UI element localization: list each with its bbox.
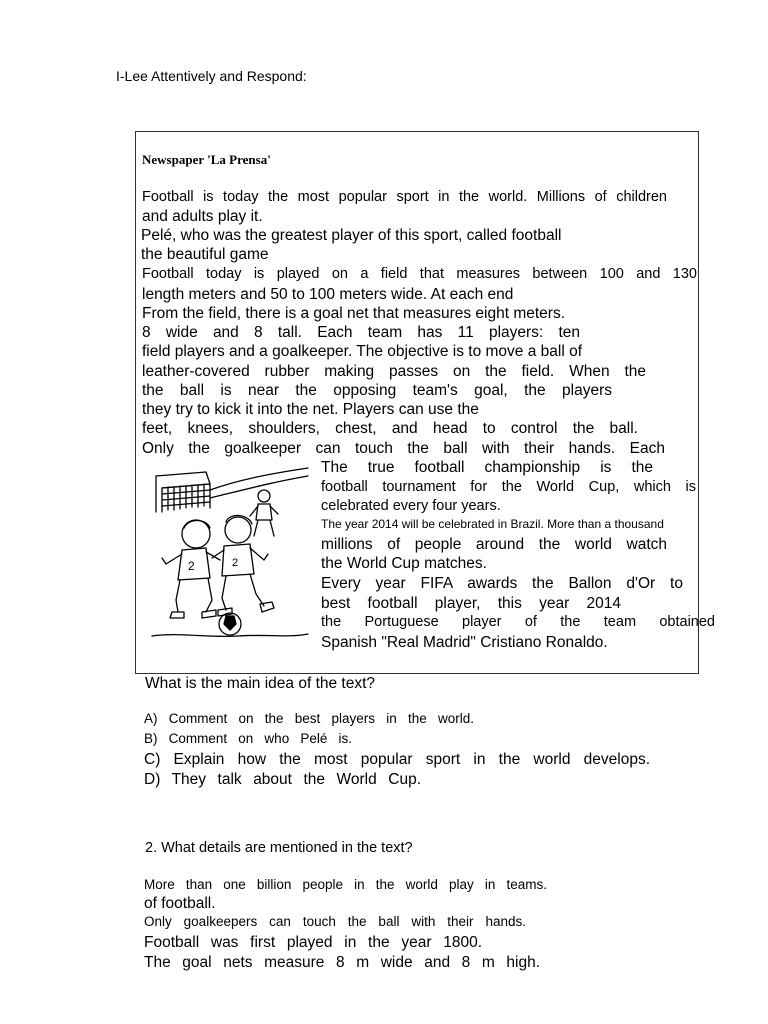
article-line: celebrated every four years.	[321, 498, 501, 514]
article-line: length meters and 50 to 100 meters wide. At each end	[142, 286, 514, 303]
article-line: football tournament for the World Cup, which is	[321, 479, 696, 495]
article-line: The true football championship is the	[321, 459, 653, 476]
newspaper-source: Newspaper 'La Prensa'	[142, 152, 271, 167]
question-1-option-b: B) Comment on who Pelé is.	[144, 731, 352, 746]
question-1-title: What is the main idea of the text?	[145, 675, 376, 692]
question-2-detail: Football was first played in the year 1800.	[144, 934, 482, 951]
article-line: Every year FIFA awards the Ballon d'Or to	[321, 575, 683, 592]
question-1-option-c: C) Explain how the most popular sport in the world develops.	[144, 751, 650, 768]
article-line: best football player, this year 2014	[321, 595, 621, 612]
football-players-illustration	[148, 460, 312, 640]
question-1-option-d: D) They talk about the World Cup.	[144, 771, 421, 788]
question-2-detail: of football.	[144, 895, 216, 912]
article-line: The year 2014 will be celebrated in Brazil. More than a thousand	[321, 517, 664, 531]
question-1-option-a: A) Comment on the best players in the world.	[144, 711, 474, 726]
question-2-title: 2. What details are mentioned in the text?	[145, 840, 413, 856]
article-line: From the field, there is a goal net that measures eight meters.	[142, 305, 566, 322]
svg-text:2: 2	[188, 559, 195, 573]
question-2-detail: More than one billion people in the world play in teams.	[144, 877, 547, 892]
question-2-detail: Only goalkeepers can touch the ball with their hands.	[144, 914, 526, 929]
article-line: feet, knees, shoulders, chest, and head to control the ball.	[142, 420, 638, 437]
article-line: Football today is played on a field that measures between 100 and 130	[142, 266, 697, 282]
article-line: the ball is near the opposing team's goal, the players	[142, 382, 612, 399]
article-line: Spanish "Real Madrid" Cristiano Ronaldo.	[321, 634, 608, 651]
article-line: leather-covered rubber making passes on the field. When the	[142, 363, 646, 380]
article-line: 8 wide and 8 tall. Each team has 11 players: ten	[142, 324, 580, 341]
article-line: the World Cup matches.	[321, 555, 487, 572]
worksheet-instruction: I-Lee Attentively and Respond:	[116, 68, 307, 84]
article-line: the beautiful game	[141, 246, 269, 263]
article-line: Football is today the most popular sport in the world. Millions of children	[142, 189, 667, 205]
article-line: and adults play it.	[142, 208, 263, 225]
article-line: field players and a goalkeeper. The objective is to move a ball of	[142, 343, 583, 360]
article-line: millions of people around the world watch	[321, 536, 667, 553]
article-line: they try to kick it into the net. Players can use the	[142, 401, 479, 418]
article-line: Pelé, who was the greatest player of this sport, called football	[141, 227, 562, 244]
article-line: the Portuguese player of the team obtained	[321, 614, 715, 630]
svg-text:2: 2	[232, 557, 239, 569]
question-2-detail: The goal nets measure 8 m wide and 8 m high.	[144, 954, 540, 971]
article-line: Only the goalkeeper can touch the ball with their hands. Each	[142, 440, 665, 457]
